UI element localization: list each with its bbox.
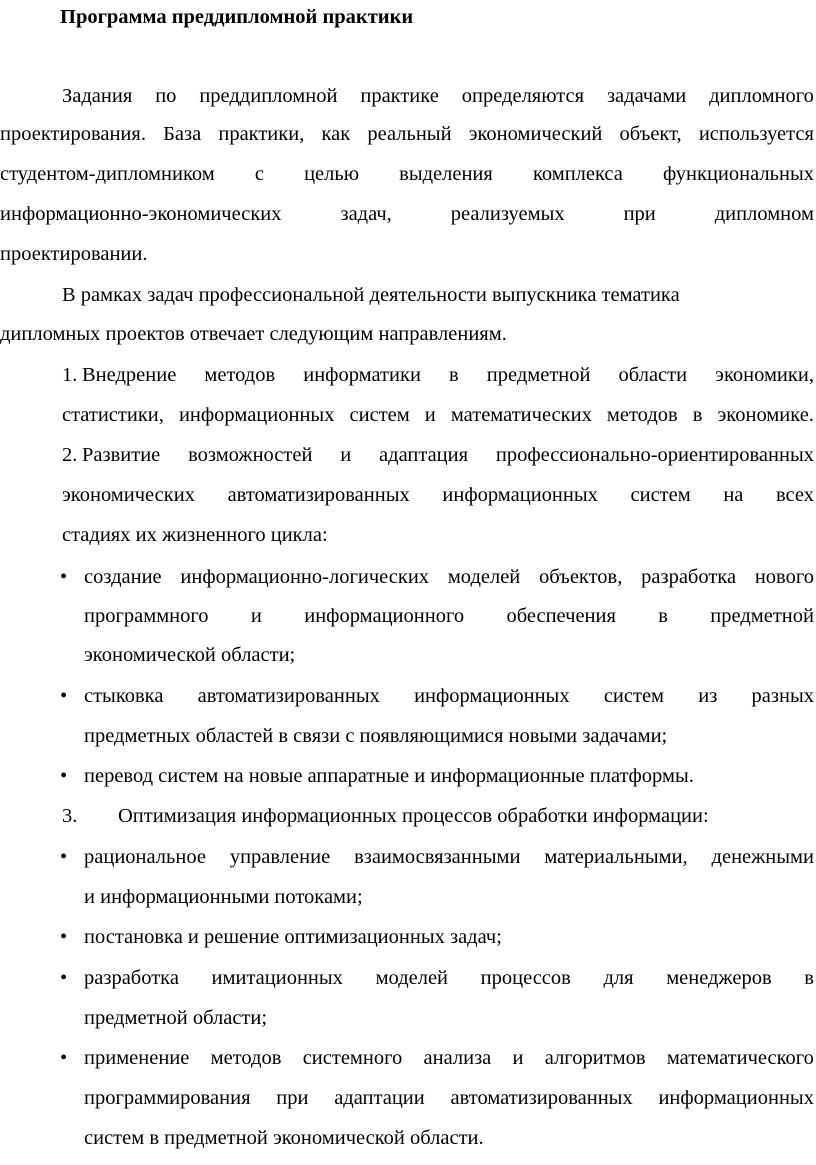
paragraph-2-line-1: В рамках задач профессиональной деятельности выпускника тематика bbox=[62, 284, 680, 306]
word: адаптации bbox=[334, 1087, 425, 1109]
word: рациональное bbox=[84, 846, 206, 868]
word: предметной bbox=[710, 605, 814, 627]
word: математических bbox=[450, 404, 592, 426]
word: системного bbox=[302, 1047, 403, 1069]
word: систем bbox=[603, 685, 665, 707]
word: База bbox=[163, 123, 202, 145]
word: применение bbox=[84, 1047, 190, 1069]
word: создание bbox=[84, 566, 162, 588]
word: денежными bbox=[711, 846, 814, 868]
word: проектирования. bbox=[0, 123, 146, 145]
item-1-line-2 bbox=[62, 401, 814, 441]
word: математического bbox=[666, 1047, 814, 1069]
word: с bbox=[254, 163, 264, 185]
word: и bbox=[424, 404, 436, 426]
word: разработка bbox=[641, 566, 737, 588]
list-number-2: 2. bbox=[62, 444, 78, 466]
item-3-line-1: Оптимизация информационных процессов обработки информации: bbox=[118, 805, 709, 827]
bullet-1-line-2 bbox=[84, 602, 814, 642]
bullet-1: • bbox=[60, 566, 68, 588]
word: автоматизированных bbox=[450, 1087, 633, 1109]
word: экономики, bbox=[715, 364, 814, 386]
word: автоматизированных bbox=[197, 685, 380, 707]
word: стыковка bbox=[84, 685, 164, 707]
word: целью bbox=[304, 163, 360, 185]
word: материальными, bbox=[544, 846, 688, 868]
word: профессионально-ориентированных bbox=[495, 444, 814, 466]
word: управление bbox=[229, 846, 331, 868]
word: объект, bbox=[619, 123, 682, 145]
item-2-line-3: стадиях их жизненного цикла: bbox=[62, 524, 328, 546]
word: практики, bbox=[218, 123, 305, 145]
word: и bbox=[250, 605, 262, 627]
list-number-1: 1. bbox=[62, 364, 78, 386]
word: функциональных bbox=[663, 163, 814, 185]
word: информационно-экономических bbox=[0, 203, 282, 225]
word: практике bbox=[360, 85, 439, 107]
bullet-1-line-1 bbox=[84, 563, 814, 603]
bullet-4-line-1 bbox=[84, 843, 814, 883]
word: дипломном bbox=[714, 203, 814, 225]
word: в bbox=[658, 605, 668, 627]
word: информационных bbox=[658, 1087, 814, 1109]
word: при bbox=[276, 1087, 309, 1109]
paragraph-1-line-2 bbox=[0, 120, 814, 160]
bullet-2-line-1 bbox=[84, 682, 814, 722]
word: статистики, bbox=[62, 404, 164, 426]
item-2-line-2 bbox=[62, 481, 814, 521]
word: взаимосвязанными bbox=[354, 846, 521, 868]
word: всех bbox=[776, 484, 814, 506]
word: используется bbox=[698, 123, 814, 145]
bullet-3-line-1: перевод систем на новые аппаратные и информационные платформы. bbox=[84, 765, 694, 787]
word: методов bbox=[210, 1047, 282, 1069]
bullet-6-line-2: предметной области; bbox=[84, 1007, 268, 1029]
word: в bbox=[692, 404, 703, 426]
bullet-7-line-2 bbox=[84, 1084, 814, 1124]
word: методов bbox=[204, 364, 276, 386]
word: информатики bbox=[303, 364, 421, 386]
bullet-2-line-2: предметных областей в связи с появляющимися новыми задачами; bbox=[84, 725, 668, 747]
word: Развитие bbox=[82, 444, 161, 466]
word: и bbox=[512, 1047, 524, 1069]
word: нового bbox=[754, 566, 814, 588]
paragraph-2-line-2: дипломных проектов отвечает следующим направлениям. bbox=[0, 323, 507, 345]
word: преддипломной bbox=[199, 85, 338, 107]
word: предметной bbox=[486, 364, 591, 386]
word: студентом-дипломником bbox=[0, 163, 215, 185]
word: как bbox=[321, 123, 351, 145]
list-number-3: 3. bbox=[62, 805, 78, 827]
word: задачами bbox=[606, 85, 687, 107]
bullet-2: • bbox=[60, 685, 68, 707]
word: реализуемых bbox=[450, 203, 565, 225]
item-1-line-1 bbox=[82, 361, 814, 401]
word: на bbox=[723, 484, 744, 506]
word: возможностей bbox=[188, 444, 313, 466]
word: Внедрение bbox=[82, 364, 177, 386]
word: обеспечения bbox=[506, 605, 616, 627]
bullet-1-line-3: экономической области; bbox=[84, 644, 296, 666]
bullet-6-line-1 bbox=[84, 964, 814, 1004]
paragraph-1-line-1 bbox=[62, 82, 814, 122]
word: экономике. bbox=[717, 404, 814, 426]
bullet-7-line-3: систем в предметной экономической области. bbox=[84, 1127, 484, 1149]
word: менеджеров bbox=[666, 967, 772, 989]
word: адаптация bbox=[379, 444, 469, 466]
word: имитационных bbox=[211, 967, 343, 989]
bullet-4-line-2: и информационными потоками; bbox=[84, 886, 363, 908]
word: информационного bbox=[304, 605, 465, 627]
bullet-3: • bbox=[60, 765, 68, 787]
bullet-4: • bbox=[60, 846, 68, 868]
word: выделения bbox=[399, 163, 493, 185]
paragraph-1-line-4 bbox=[0, 200, 814, 240]
word: программирования bbox=[84, 1087, 251, 1109]
word: разных bbox=[751, 685, 814, 707]
word: в bbox=[804, 967, 814, 989]
word: информационных bbox=[442, 484, 598, 506]
word: при bbox=[623, 203, 656, 225]
word: процессов bbox=[480, 967, 571, 989]
word: методов bbox=[606, 404, 678, 426]
word: объектов, bbox=[539, 566, 623, 588]
word: определяются bbox=[461, 85, 585, 107]
bullet-6: • bbox=[60, 967, 68, 989]
word: информационных bbox=[178, 404, 335, 426]
word: экономический bbox=[468, 123, 603, 145]
word: экономических bbox=[62, 484, 195, 506]
word: разработка bbox=[84, 967, 179, 989]
bullet-5-line-1: постановка и решение оптимизационных задач; bbox=[84, 926, 502, 948]
paragraph-1-line-5: проектировании. bbox=[0, 243, 148, 265]
word: информационно-логических bbox=[180, 566, 430, 588]
word: для bbox=[603, 967, 634, 989]
word: реальный bbox=[367, 123, 452, 145]
word: автоматизированных bbox=[227, 484, 410, 506]
word: комплекса bbox=[532, 163, 623, 185]
word: по bbox=[155, 85, 177, 107]
word: области bbox=[618, 364, 688, 386]
bullet-7-line-1 bbox=[84, 1044, 814, 1084]
word: систем bbox=[349, 404, 410, 426]
word: анализа bbox=[423, 1047, 492, 1069]
word: моделей bbox=[447, 566, 521, 588]
word: моделей bbox=[375, 967, 449, 989]
word: из bbox=[698, 685, 718, 707]
word: информационных bbox=[414, 685, 570, 707]
bullet-7: • bbox=[60, 1047, 68, 1069]
word: алгоритмов bbox=[544, 1047, 646, 1069]
word: Задания bbox=[62, 85, 133, 107]
word: систем bbox=[630, 484, 691, 506]
item-2-line-1 bbox=[82, 441, 814, 481]
word: дипломного bbox=[709, 85, 814, 107]
word: в bbox=[449, 364, 459, 386]
word: задач, bbox=[340, 203, 392, 225]
paragraph-1-line-3 bbox=[0, 160, 814, 200]
document-title: Программа преддипломной практики bbox=[60, 6, 414, 28]
bullet-5: • bbox=[60, 926, 68, 948]
word: и bbox=[340, 444, 352, 466]
word: программного bbox=[84, 605, 209, 627]
